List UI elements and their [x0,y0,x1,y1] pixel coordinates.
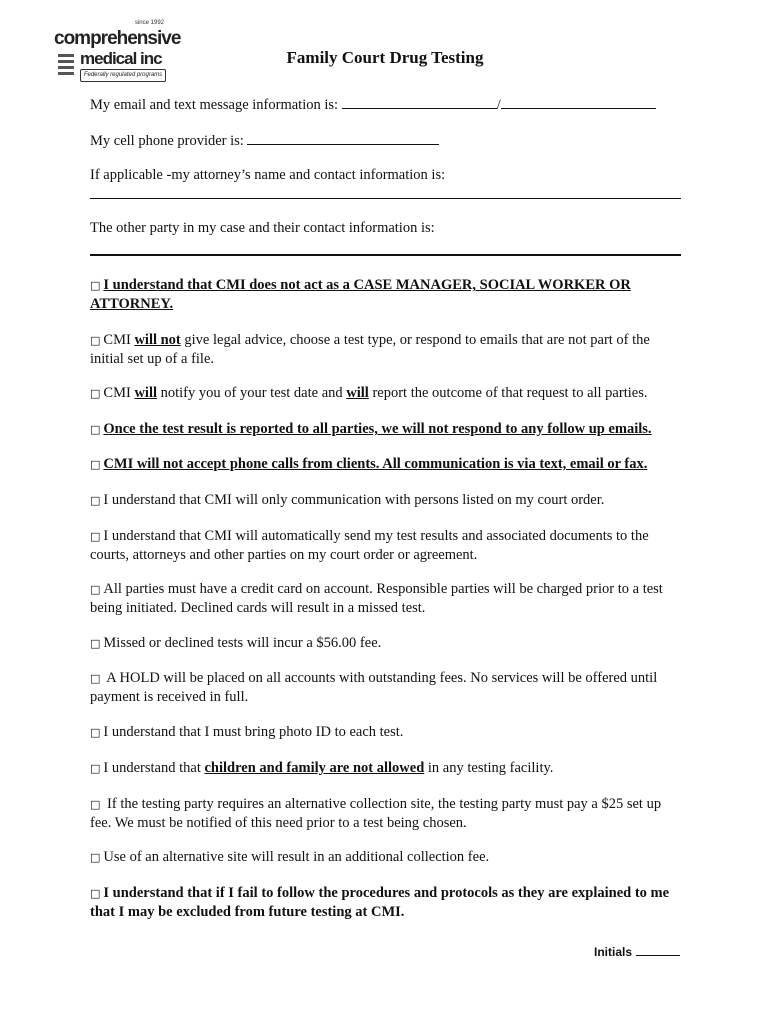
other-party-row [90,220,435,237]
other-party-label: The other party in my case and their contact information is: [90,220,435,236]
email-field-row [90,95,656,114]
logo-since-text: since 1992 [134,20,164,26]
checkbox-icon[interactable]: □ [90,494,101,507]
ack-item-7[interactable] [90,527,681,564]
ack-item-15-text: I understand that if I fail to follow the procedures and protocols as they are explained to me that I may be excluded from future testing at CMI. [90,885,670,920]
ack-item-12[interactable] [90,759,681,778]
ack-item-3-emphasis-1: will [134,385,157,401]
checkbox-icon[interactable]: □ [90,672,101,685]
ack-item-3-text-b: notify you of your test date and [160,385,343,401]
ack-item-6-text: I understand that CMI will only communication with persons listed on my court order. [103,492,605,508]
ack-item-8[interactable] [90,580,681,617]
ack-item-2-emphasis: will not [134,332,181,348]
ack-item-8-text: All parties must have a credit card on account. Responsible parties will be charged prior to a test being initiated. Declined cards will result in a missed test. [90,581,663,616]
ack-item-3[interactable] [90,384,681,403]
initials-label: Initials [593,945,632,959]
text-message-field-blank[interactable] [501,95,656,109]
ack-item-13[interactable] [90,795,681,832]
checkbox-icon[interactable]: □ [90,458,101,471]
checkbox-icon[interactable]: □ [90,530,101,543]
cell-provider-blank[interactable] [247,131,439,145]
checkbox-icon[interactable]: □ [90,798,101,811]
logo-line-1: comprehensive [54,28,181,49]
checkbox-icon[interactable]: □ [90,851,101,864]
ack-item-3-text-c: report the outcome of that request to all parties. [372,385,648,401]
page-title: Family Court Drug Testing [286,48,484,67]
ack-item-5-text: CMI will not accept phone calls from clients. All communication is via text, email or fax. [103,456,648,472]
ack-item-6[interactable] [90,491,681,510]
email-field-label: My email and text message information is: [90,97,339,113]
initials-field [594,944,680,959]
checkbox-icon[interactable]: □ [90,762,101,775]
ack-item-11-text: I understand that I must bring photo ID to each test. [103,724,404,740]
checkbox-icon[interactable]: □ [90,726,101,739]
ack-item-1-text: I understand that CMI does not act as a CASE MANAGER, SOCIAL WORKER OR ATTORNEY. [90,277,631,312]
attorney-row [90,167,445,184]
ack-item-10-text: A HOLD will be placed on all accounts with outstanding fees. No services will be offered until payment is received in full. [90,670,658,705]
ack-item-12-emphasis: children and family are not allowed [204,760,425,776]
ack-item-1[interactable] [90,276,681,313]
ack-item-4[interactable] [90,420,681,439]
cell-provider-label: My cell phone provider is: [90,133,244,149]
ack-item-2[interactable] [90,331,681,368]
checkbox-icon[interactable]: □ [90,423,101,436]
attorney-blank-line[interactable] [90,198,681,199]
ack-item-10[interactable] [90,669,681,706]
email-field-blank[interactable] [342,95,497,109]
checkbox-icon[interactable]: □ [90,583,101,596]
checkbox-icon[interactable]: □ [90,887,101,900]
ack-item-5[interactable] [90,455,681,474]
checkbox-icon[interactable]: □ [90,279,101,292]
email-field-separator: / [496,97,501,113]
ack-item-7-text: I understand that CMI will automatically send my test results and associated documents to the courts, attorneys and other parties on my court order or agreement. [90,528,649,563]
logo-line-2: medical inc [80,49,162,68]
other-party-blank-line[interactable] [90,254,681,256]
ack-item-2-text-a: CMI [103,332,131,348]
checkbox-icon[interactable]: □ [90,387,101,400]
ack-item-2-text-b: give legal advice, choose a test type, or respond to emails that are not part of the initial set up of a file. [90,332,650,367]
attorney-label: If applicable -my attorney’s name and contact information is: [90,167,446,183]
ack-item-12-text-a: I understand that [103,760,201,776]
ack-item-14-text: Use of an alternative site will result in an additional collection fee. [103,849,490,865]
ack-item-12-text-b: in any testing facility. [427,760,554,776]
ack-item-15[interactable] [90,884,681,921]
ack-item-3-emphasis-2: will [346,385,369,401]
ack-item-4-text: Once the test result is reported to all parties, we will not respond to any follow up emails. [103,421,652,437]
cell-provider-row [90,131,439,150]
ack-item-9-text: Missed or declined tests will incur a $56.00 fee. [103,635,382,651]
logo-tagline: Federally regulated programs [80,69,166,82]
initials-blank[interactable] [636,944,680,956]
checkbox-icon[interactable]: □ [90,637,101,650]
ack-item-11[interactable] [90,723,681,742]
ack-item-3-text-a: CMI [103,385,131,401]
checkbox-icon[interactable]: □ [90,334,101,347]
ack-item-9[interactable] [90,634,681,653]
ack-item-14[interactable] [90,848,681,867]
ack-item-13-text: If the testing party requires an alternative collection site, the testing party must pay a $25 set up fee. We must be notified of this need prior to a test being chosen. [90,796,662,831]
